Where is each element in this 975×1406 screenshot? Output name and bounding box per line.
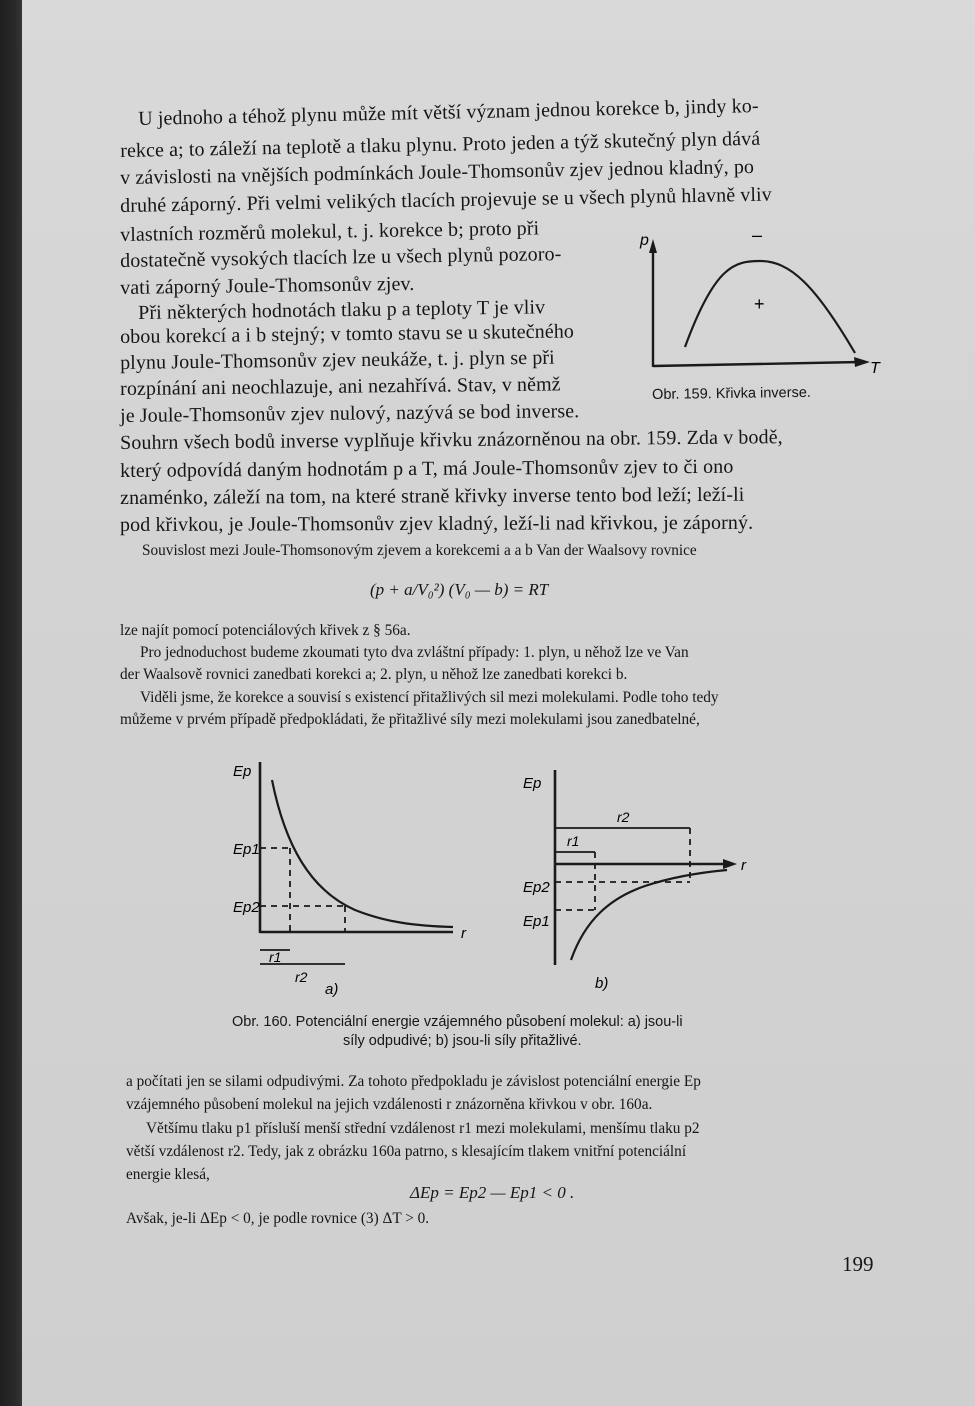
figure-160b-attractive [515,760,775,1000]
fig159-axis-T-label: T [870,360,880,375]
intro-line-7: vati záporný Joule-Thomsonův zjev. [120,272,415,299]
small-text-line-1: Souvislost mezi Joule-Thomsonovým zjevem a korekcemi a a b Van der Waalsovy rovnice [142,542,697,559]
fig160a-Ep-label: Ep [233,763,252,780]
small-text-line-3: Pro jednoduchost budeme zkoumati tyto dva zvláštní případy: 1. plyn, u něhož lze ve Van [140,644,689,661]
bottom-line-3: Většímu tlaku p1 přísluší menší střední vzdálenost r1 mezi molekulami, menšímu tlaku p2 [146,1120,700,1137]
fig160b-Ep1-label: Ep1 [523,913,550,930]
fig160b-r-arrowhead [723,859,737,869]
figure-160a-repulsive [225,750,485,1000]
intro-line-11: rozpínání ani neochlazuje, ani nezahřívá. Stav, v němž [120,373,561,400]
fig160a-Ep2-label: Ep2 [233,899,260,916]
fig160a-r2-label: r2 [295,969,308,985]
fig160b-Ep-label: Ep [523,775,542,792]
intro-line-6: dostatečně vysokých tlacích lze u všech plynů pozoro- [120,243,562,272]
intro-line-9: obou korekcí a i b stejný; v tomto stavu se u skutečného [120,320,575,348]
intro-line-8: Při některých hodnotách tlaku p a teploty T je vliv [138,296,546,324]
small-text-line-2: lze najít pomocí potenciálových křivek z § 56a. [120,622,411,639]
intro-line-10: plynu Joule-Thomsonův zjev neukáže, t. j. plyn se při [120,346,555,374]
bottom-line-1: a počítati jen se silami odpudivými. Za tohoto předpokladu je závislost potenciální energie Ep [126,1073,701,1090]
fig159-minus-sign: – [752,225,763,245]
fig160b-Ep2-label: Ep2 [523,879,550,896]
intro-line-12: je Joule-Thomsonův zjev nulový, nazývá se bod inverse. [120,400,580,427]
bottom-line-5: energie klesá, [126,1166,210,1183]
fig160b-r-label: r [741,857,746,874]
fig159-caption: Obr. 159. Křivka inverse. [652,384,811,403]
fig160a-potential-curve [272,780,453,927]
small-text-line-5: Viděli jsme, že korekce a souvisí s existencí přitažlivých sil mezi molekulami. Podle toho tedy [140,689,719,706]
fig159-plus-sign: + [754,294,765,314]
fig159-axis-p-label: p [640,232,649,249]
bottom-last-line: Avšak, je-li ΔEp < 0, je podle rovnice (3) ΔT > 0. [126,1210,430,1227]
intro-line-3: v závislosti na vnějších podmínkách Joule-Thomsonův zjev jednou kladný, po [120,155,755,189]
intro-line-13: Souhrn všech bodů inverse vyplňuje křivku znázorněnou na obr. 159. Zda v bodě, [120,426,783,454]
fig159-T-arrowhead [854,357,870,367]
intro-line-1: U jednoho a téhož plynu může mít větší význam jednou korekce b, jindy ko- [138,95,759,130]
fig160b-potential-curve [571,870,727,960]
bottom-line-2: vzájemného působení molekul na jejich vzdálenosti r znázorněna křivkou v obr. 160a. [126,1096,653,1113]
fig160b-panel-label: b) [595,975,609,992]
intro-line-15: znaménko, záleží na tom, na které straně křivky inverse tento bod leží; leží-li [120,483,745,509]
fig160-caption-line-1: Obr. 160. Potenciální energie vzájemného působení molekul: a) jsou-li [232,1014,683,1030]
fig160b-r2-label: r2 [617,809,630,825]
fig160a-r1-label: r1 [269,949,282,965]
delta-Ep-equation: ΔEp = Ep2 — Ep1 < 0 . [410,1183,575,1202]
figure-159-inversion-curve [630,225,890,375]
intro-line-16: pod křivkou, je Joule-Thomsonův zjev kladný, leží-li nad křivkou, je záporný. [120,511,754,536]
page-number: 199 [842,1252,874,1276]
van-der-waals-equation: (p + a/V₀²) (V₀ — b) = RT [370,580,549,599]
fig159-p-arrowhead [649,239,657,253]
small-text-line-4: der Waalsově rovnici zanedbati korekci a; 2. plyn, u něhož lze zanedbati korekci b. [120,666,628,683]
intro-line-5: vlastních rozměrů molekul, t. j. korekce b; proto při [120,217,540,246]
fig160a-r-label: r [461,925,466,942]
fig160a-panel-label: a) [325,981,339,998]
bottom-line-4: větší vzdálenost r2. Tedy, jak z obrázku 160a patrno, s klesajícím tlakem vnitřní potenciální [126,1143,687,1160]
fig159-T-axis [653,362,860,366]
fig159-inversion-curve [685,261,855,353]
fig160-caption-line-2: síly odpudivé; b) jsou-li síly přitažlivé. [343,1033,582,1049]
intro-line-4: druhé záporný. Při velmi velikých tlacích projevuje se u všech plynů hlavně vliv [120,183,773,217]
fig160b-r1-label: r1 [567,833,580,849]
small-text-line-6: můžeme v prvém případě předpokládati, že přitažlivé síly mezi molekulami jsou zanedbatelné, [120,711,700,728]
intro-line-14: který odpovídá daným hodnotám p a T, má Joule-Thomsonův zjev to či ono [120,455,734,482]
fig160a-Ep1-label: Ep1 [233,841,260,858]
intro-line-2: rekce a; to záleží na teplotě a tlaku plynu. Proto jeden a týž skutečný plyn dává [120,127,761,162]
